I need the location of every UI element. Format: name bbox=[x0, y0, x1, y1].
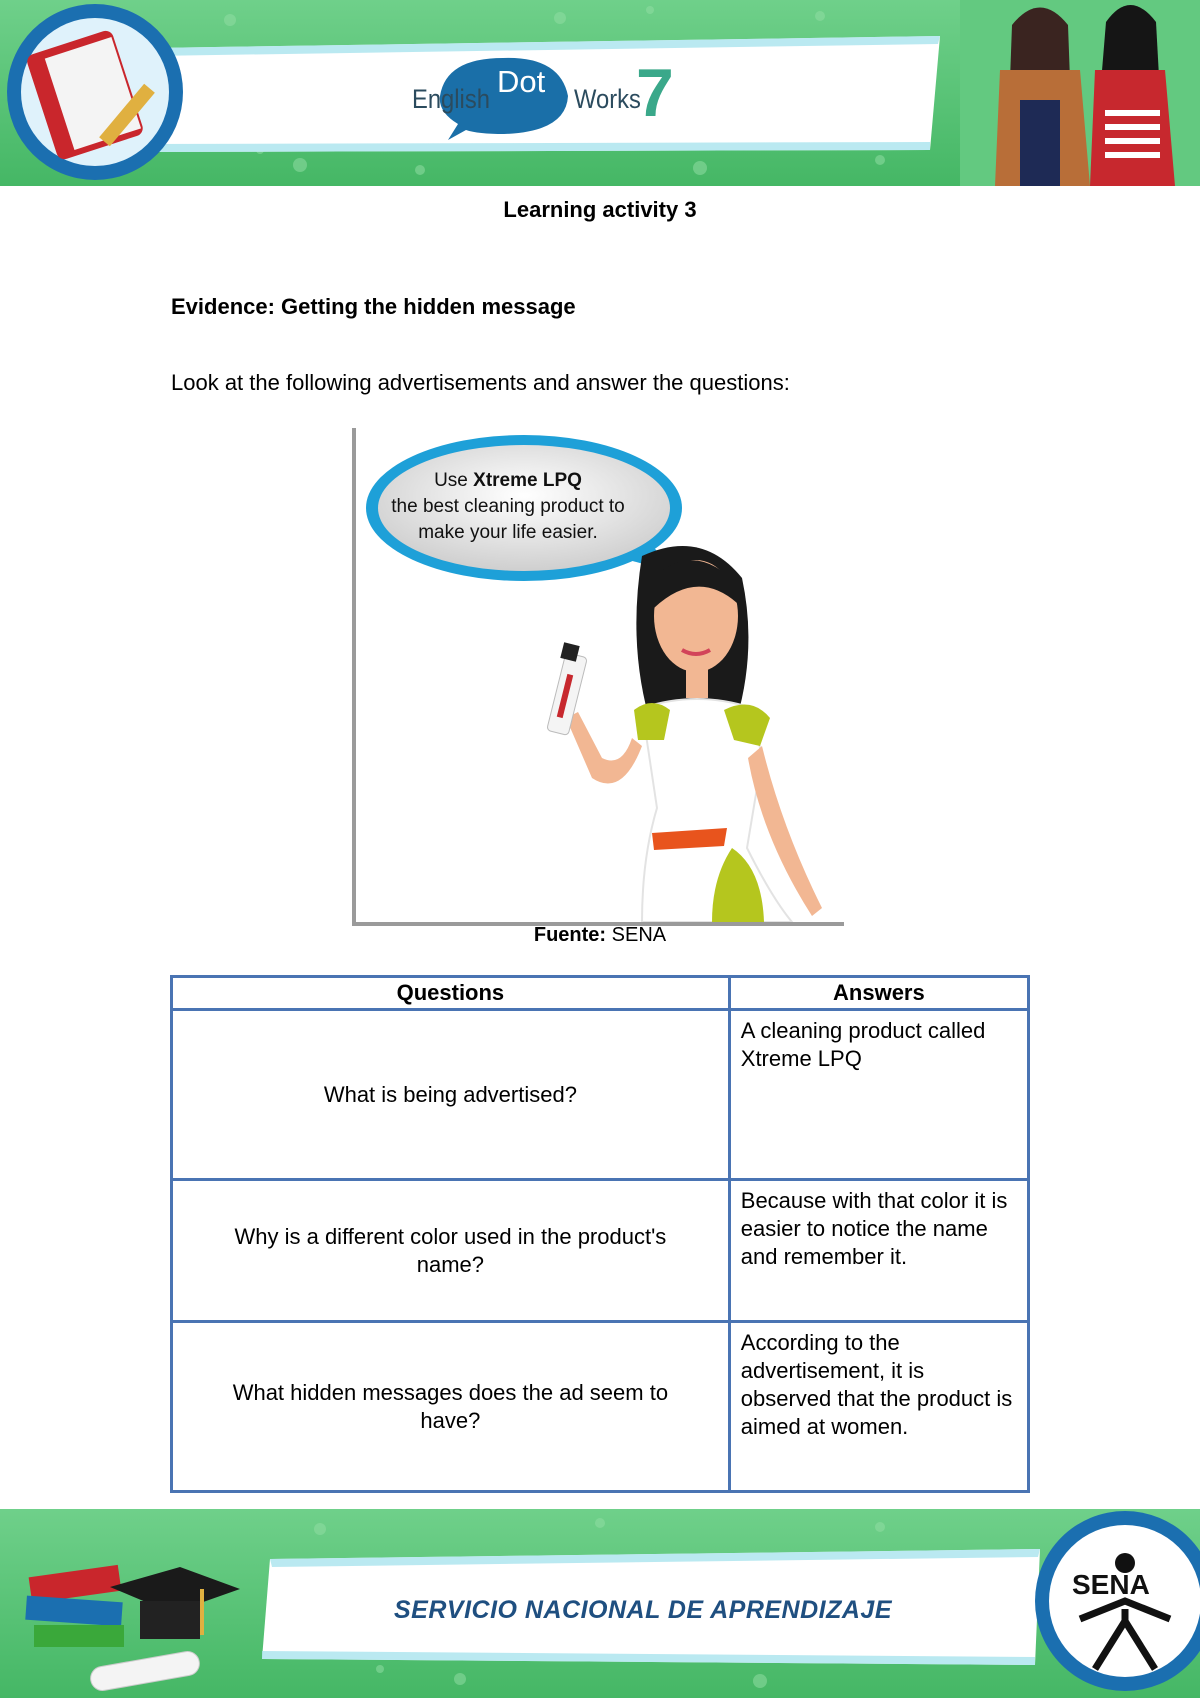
logo-dot-word: Dot bbox=[497, 64, 546, 99]
bubble-line-2: the best cleaning product to bbox=[391, 496, 625, 517]
question-cell: Why is a different color used in the product's name? bbox=[172, 1180, 730, 1322]
question-cell: What hidden messages does the ad seem to have? bbox=[172, 1322, 730, 1492]
caption-source: SENA bbox=[611, 924, 667, 946]
logo-english-word: English bbox=[412, 84, 490, 114]
figure-caption bbox=[0, 924, 1200, 947]
answers-column-header: Answers bbox=[729, 977, 1028, 1010]
table-row bbox=[172, 1180, 1029, 1322]
logo-works-word: Works bbox=[574, 84, 641, 114]
bubble-line-1-prefix: Use bbox=[434, 470, 474, 491]
bubble-product-name: Xtreme LPQ bbox=[473, 470, 582, 491]
question-cell: What is being advertised? bbox=[172, 1010, 730, 1180]
footer-banner bbox=[0, 1509, 1200, 1698]
sena-badge-logo: SENA bbox=[1072, 1569, 1150, 1600]
caption-label: Fuente: bbox=[533, 924, 607, 946]
table-row bbox=[172, 1010, 1029, 1180]
table-header-row bbox=[172, 977, 1029, 1010]
logo-number: 7 bbox=[636, 55, 674, 131]
answer-cell: A cleaning product called Xtreme LPQ bbox=[729, 1010, 1028, 1180]
questions-column-header: Questions bbox=[172, 977, 730, 1010]
answer-cell: According to the advertisement, it is observed that the product is aimed at women. bbox=[729, 1322, 1028, 1492]
advertisement-speech-bubble bbox=[378, 468, 638, 546]
institution-name: SERVICIO NACIONAL DE APRENDIZAJE bbox=[394, 1596, 893, 1624]
answer-cell: Because with that color it is easier to notice the name and remember it. bbox=[729, 1180, 1028, 1322]
page-title: Learning activity 3 bbox=[503, 197, 697, 222]
questions-answers-table bbox=[170, 975, 1030, 1493]
table-row bbox=[172, 1322, 1029, 1492]
instructions-text: Look at the following advertisements and answer the questions: bbox=[171, 370, 790, 395]
advertisement-figure bbox=[352, 428, 844, 926]
bubble-line-3: make your life easier. bbox=[418, 522, 598, 543]
evidence-title: Evidence: Getting the hidden message bbox=[171, 294, 576, 319]
header-banner bbox=[0, 0, 1200, 186]
bubble-line-1 bbox=[378, 468, 638, 494]
